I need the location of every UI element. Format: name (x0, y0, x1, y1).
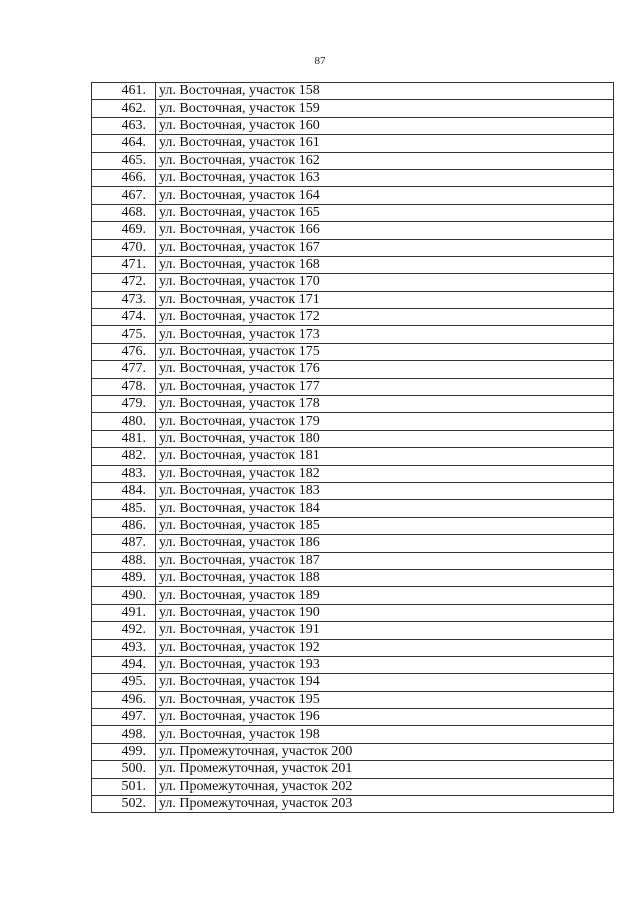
row-number-cell: 485. (92, 500, 156, 517)
row-number-cell: 481. (92, 430, 156, 447)
table-row (92, 239, 614, 256)
row-number-cell: 471. (92, 256, 156, 273)
address-cell: ул. Восточная, участок 163 (156, 169, 614, 186)
row-number-cell: 475. (92, 326, 156, 343)
table-row (92, 413, 614, 430)
address-cell: ул. Промежуточная, участок 200 (156, 743, 614, 760)
row-number-cell: 464. (92, 135, 156, 152)
table-row (92, 222, 614, 239)
table-row (92, 204, 614, 221)
table-row (92, 378, 614, 395)
row-number-cell: 495. (92, 674, 156, 691)
row-number-cell: 476. (92, 343, 156, 360)
row-number-cell: 497. (92, 709, 156, 726)
address-cell: ул. Восточная, участок 181 (156, 448, 614, 465)
address-cell: ул. Восточная, участок 176 (156, 361, 614, 378)
address-cell: ул. Восточная, участок 183 (156, 482, 614, 499)
address-cell: ул. Восточная, участок 186 (156, 535, 614, 552)
address-cell: ул. Восточная, участок 171 (156, 291, 614, 308)
table-row (92, 517, 614, 534)
address-cell: ул. Восточная, участок 170 (156, 274, 614, 291)
table-row (92, 482, 614, 499)
table-row (92, 761, 614, 778)
row-number-cell: 484. (92, 482, 156, 499)
table-row (92, 796, 614, 813)
address-cell: ул. Восточная, участок 159 (156, 100, 614, 117)
address-cell: ул. Восточная, участок 182 (156, 465, 614, 482)
address-cell: ул. Восточная, участок 172 (156, 309, 614, 326)
row-number-cell: 461. (92, 83, 156, 100)
row-number-cell: 492. (92, 622, 156, 639)
table-row (92, 604, 614, 621)
table-row (92, 274, 614, 291)
row-number-cell: 488. (92, 552, 156, 569)
row-number-cell: 487. (92, 535, 156, 552)
row-number-cell: 468. (92, 204, 156, 221)
row-number-cell: 490. (92, 587, 156, 604)
address-cell: ул. Восточная, участок 190 (156, 604, 614, 621)
row-number-cell: 463. (92, 117, 156, 134)
address-cell: ул. Восточная, участок 179 (156, 413, 614, 430)
table-row (92, 691, 614, 708)
row-number-cell: 493. (92, 639, 156, 656)
address-cell: ул. Восточная, участок 180 (156, 430, 614, 447)
row-number-cell: 466. (92, 169, 156, 186)
address-cell: ул. Восточная, участок 192 (156, 639, 614, 656)
row-number-cell: 470. (92, 239, 156, 256)
row-number-cell: 462. (92, 100, 156, 117)
address-cell: ул. Восточная, участок 161 (156, 135, 614, 152)
address-cell: ул. Восточная, участок 166 (156, 222, 614, 239)
address-cell: ул. Восточная, участок 158 (156, 83, 614, 100)
address-cell: ул. Восточная, участок 185 (156, 517, 614, 534)
row-number-cell: 501. (92, 778, 156, 795)
table-row (92, 117, 614, 134)
table-row (92, 83, 614, 100)
row-number-cell: 480. (92, 413, 156, 430)
row-number-cell: 478. (92, 378, 156, 395)
row-number-cell: 474. (92, 309, 156, 326)
row-number-cell: 496. (92, 691, 156, 708)
table-row (92, 622, 614, 639)
row-number-cell: 491. (92, 604, 156, 621)
table-row (92, 569, 614, 586)
address-cell: ул. Восточная, участок 168 (156, 256, 614, 273)
address-cell: ул. Восточная, участок 189 (156, 587, 614, 604)
row-number-cell: 483. (92, 465, 156, 482)
table-row (92, 361, 614, 378)
address-table-body (92, 83, 614, 813)
table-row (92, 152, 614, 169)
page-number: 87 (314, 55, 326, 67)
table-row (92, 709, 614, 726)
row-number-cell: 499. (92, 743, 156, 760)
table-row (92, 500, 614, 517)
table-row (92, 552, 614, 569)
table-row (92, 430, 614, 447)
table-row (92, 674, 614, 691)
table-row (92, 587, 614, 604)
table-row (92, 639, 614, 656)
address-cell: ул. Восточная, участок 187 (156, 552, 614, 569)
row-number-cell: 465. (92, 152, 156, 169)
row-number-cell: 500. (92, 761, 156, 778)
address-cell: ул. Восточная, участок 188 (156, 569, 614, 586)
table-row (92, 448, 614, 465)
row-number-cell: 489. (92, 569, 156, 586)
row-number-cell: 477. (92, 361, 156, 378)
table-row (92, 726, 614, 743)
address-cell: ул. Восточная, участок 173 (156, 326, 614, 343)
address-cell: ул. Восточная, участок 167 (156, 239, 614, 256)
address-cell: ул. Восточная, участок 194 (156, 674, 614, 691)
row-number-cell: 482. (92, 448, 156, 465)
table-row (92, 169, 614, 186)
address-cell: ул. Восточная, участок 198 (156, 726, 614, 743)
table-row (92, 326, 614, 343)
address-cell: ул. Восточная, участок 175 (156, 343, 614, 360)
address-cell: ул. Восточная, участок 177 (156, 378, 614, 395)
table-row (92, 309, 614, 326)
table-row (92, 187, 614, 204)
table-row (92, 535, 614, 552)
address-cell: ул. Восточная, участок 178 (156, 396, 614, 413)
table-row (92, 743, 614, 760)
table-row (92, 291, 614, 308)
table-row (92, 100, 614, 117)
address-cell: ул. Восточная, участок 164 (156, 187, 614, 204)
address-cell: ул. Восточная, участок 195 (156, 691, 614, 708)
address-table (91, 82, 614, 813)
address-cell: ул. Промежуточная, участок 201 (156, 761, 614, 778)
row-number-cell: 494. (92, 656, 156, 673)
table-row (92, 343, 614, 360)
table-row (92, 778, 614, 795)
table-row (92, 396, 614, 413)
address-cell: ул. Промежуточная, участок 202 (156, 778, 614, 795)
address-cell: ул. Восточная, участок 165 (156, 204, 614, 221)
row-number-cell: 467. (92, 187, 156, 204)
table-row (92, 256, 614, 273)
row-number-cell: 469. (92, 222, 156, 239)
table-row (92, 656, 614, 673)
table-row (92, 465, 614, 482)
row-number-cell: 498. (92, 726, 156, 743)
address-cell: ул. Восточная, участок 162 (156, 152, 614, 169)
address-cell: ул. Восточная, участок 196 (156, 709, 614, 726)
address-cell: ул. Восточная, участок 191 (156, 622, 614, 639)
address-cell: ул. Восточная, участок 184 (156, 500, 614, 517)
address-cell: ул. Промежуточная, участок 203 (156, 796, 614, 813)
row-number-cell: 486. (92, 517, 156, 534)
row-number-cell: 473. (92, 291, 156, 308)
row-number-cell: 472. (92, 274, 156, 291)
address-cell: ул. Восточная, участок 160 (156, 117, 614, 134)
row-number-cell: 502. (92, 796, 156, 813)
table-row (92, 135, 614, 152)
address-cell: ул. Восточная, участок 193 (156, 656, 614, 673)
row-number-cell: 479. (92, 396, 156, 413)
